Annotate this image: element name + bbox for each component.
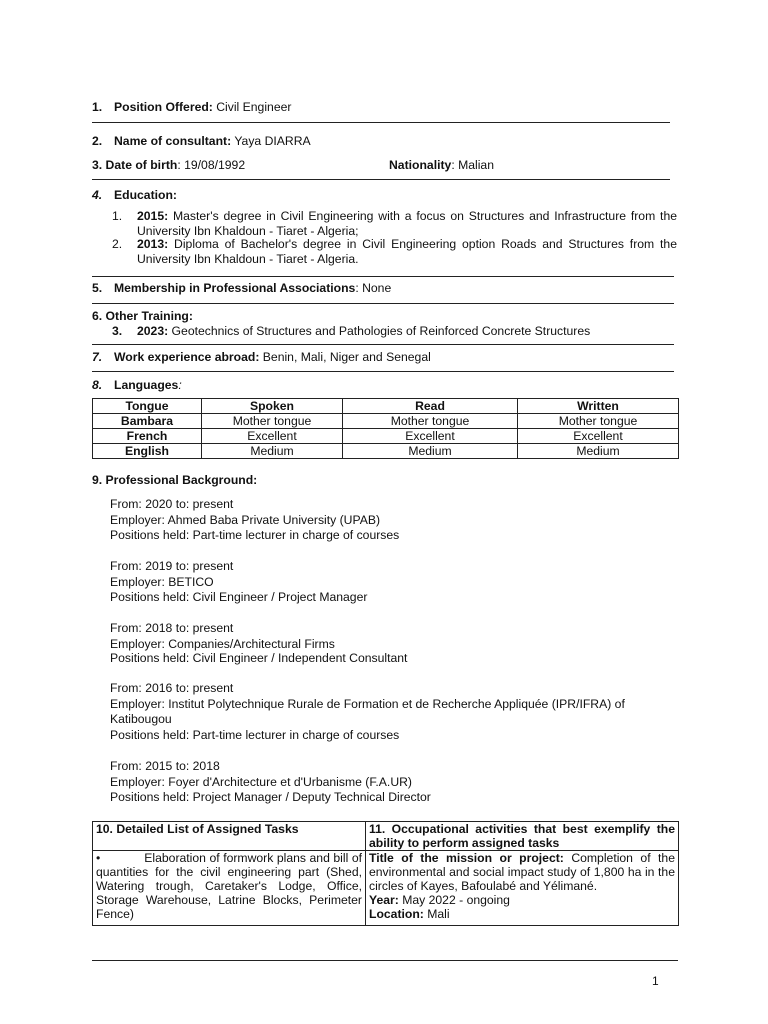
task-text: Elaboration of formwork plans and bill of quantities for the civil engineering part (Shed, Watering trough, Caretaker's Lodge, Office, Storage Warehouse, Latrine Blocks, Perimeter Fence) <box>96 851 362 921</box>
page-number: 1 <box>652 974 659 988</box>
column-header: Written <box>518 399 679 414</box>
list-number: 2. <box>112 237 123 251</box>
background-entry <box>110 759 690 806</box>
languages-table <box>92 398 679 459</box>
entry-employer-cont: Katibougou <box>110 712 172 727</box>
activity-cell <box>366 851 679 926</box>
entry-employer: Employer: BETICO <box>110 574 214 589</box>
section-number: 2. <box>92 134 103 148</box>
nationality-value: : Malian <box>451 158 494 172</box>
entry-employer: Employer: Ahmed Baba Private University (UPAB) <box>110 512 381 527</box>
education-year: 2013: <box>137 237 169 251</box>
location-value: Mali <box>423 907 450 921</box>
table-cell: French <box>93 429 202 444</box>
nationality-label: Nationality <box>389 158 452 172</box>
table-row <box>93 414 679 429</box>
column-header: Tongue <box>93 399 202 414</box>
divider <box>92 371 674 372</box>
table-cell: English <box>93 444 202 459</box>
consultant-row <box>92 134 676 149</box>
entry-from: From: 2018 to: present <box>110 621 234 635</box>
entry-position: Positions held: Part-time lecturer in charge of courses <box>110 528 400 543</box>
footer-divider <box>92 960 678 961</box>
abroad-value: Benin, Mali, Niger and Senegal <box>259 350 431 364</box>
entry-from: From: 2019 to: present <box>110 559 234 573</box>
background-heading <box>92 473 676 488</box>
dob-label: 3. Date of birth <box>92 158 178 172</box>
section-number: 4. <box>92 188 103 202</box>
list-number: 3. <box>112 324 123 338</box>
divider <box>92 344 674 345</box>
section-number: 8. <box>92 378 103 392</box>
entry-position: Positions held: Project Manager / Deputy Technical Director <box>110 790 431 805</box>
column-header: Read <box>343 399 518 414</box>
membership-value: : None <box>355 281 392 295</box>
table-row <box>93 444 679 459</box>
table-header-row <box>93 399 679 414</box>
table-header-row <box>93 822 679 851</box>
languages-label: Languages <box>114 378 179 392</box>
entry-from: From: 2016 to: present <box>110 681 234 695</box>
section-number: 5. <box>92 281 103 295</box>
list-number: 1. <box>112 209 123 223</box>
entry-position: Positions held: Part-time lecturer in charge of courses <box>110 727 400 742</box>
activities-header: 11. Occupational activities that best exemplify the ability to perform assigned tasks <box>366 822 679 851</box>
abroad-label: Work experience abroad: <box>114 350 260 364</box>
task-cell <box>93 851 366 926</box>
entry-position: Positions held: Civil Engineer / Project Manager <box>110 590 368 605</box>
membership-row <box>92 281 676 296</box>
divider <box>92 179 670 180</box>
languages-colon: : <box>178 378 182 392</box>
entry-employer: Employer: Foyer d'Architecture et d'Urbanisme (F.A.UR) <box>110 774 412 789</box>
membership-label: Membership in Professional Associations <box>114 281 356 295</box>
mission-label: Title of the mission or project: <box>369 851 564 865</box>
languages-heading <box>92 378 676 393</box>
year-value: May 2022 - ongoing <box>398 893 510 907</box>
nationality-row <box>389 158 676 173</box>
column-header: Spoken <box>202 399 343 414</box>
table-row <box>93 429 679 444</box>
table-cell: Excellent <box>202 429 343 444</box>
position-value: Civil Engineer <box>212 100 292 114</box>
education-item <box>112 209 677 239</box>
dob-value: : 19/08/1992 <box>177 158 246 172</box>
divider <box>92 303 674 304</box>
education-item <box>112 237 677 267</box>
divider <box>92 122 670 123</box>
section-number: 1. <box>92 100 103 114</box>
table-cell: Medium <box>343 444 518 459</box>
entry-position: Positions held: Civil Engineer / Independent Consultant <box>110 650 408 665</box>
mission-text: Completion of the environmental and social impact study of 1,800 ha in the circles of Kayes, Bafoulabé and Yélimané. <box>369 851 675 893</box>
tasks-header: 10. Detailed List of Assigned Tasks <box>93 822 366 851</box>
position-offered-row <box>92 100 676 115</box>
abroad-row <box>92 350 676 365</box>
consultant-label: Name of consultant: <box>114 134 232 148</box>
entry-employer: Employer: Institut Polytechnique Rurale de Formation et de Recherche Appliquée (IPR/IFRA) of <box>110 696 625 711</box>
table-cell: Bambara <box>93 414 202 429</box>
education-text: Master's degree in Civil Engineering with a focus on Structures and Infrastructure from the University Ibn Khaldoun - Tiaret - Algeria; <box>137 209 677 238</box>
training-label: 6. Other Training: <box>92 309 193 323</box>
location-label: Location: <box>369 907 424 921</box>
education-heading <box>92 188 676 203</box>
training-heading <box>92 309 676 324</box>
background-label: 9. Professional Background: <box>92 473 258 487</box>
background-entry <box>110 559 690 606</box>
training-item <box>112 324 676 339</box>
background-entry <box>110 621 690 666</box>
tasks-table <box>92 821 679 926</box>
education-label: Education: <box>114 188 177 202</box>
table-cell: Medium <box>202 444 343 459</box>
table-cell: Mother tongue <box>518 414 679 429</box>
table-cell: Mother tongue <box>343 414 518 429</box>
training-text: Geotechnics of Structures and Pathologies of Reinforced Concrete Structures <box>168 324 591 338</box>
table-cell: Excellent <box>518 429 679 444</box>
background-entry <box>110 681 690 743</box>
table-row <box>93 851 679 926</box>
bullet-icon: • <box>96 851 101 865</box>
training-year: 2023: <box>137 324 169 338</box>
consultant-value: Yaya DIARRA <box>231 134 311 148</box>
position-label: Position Offered: <box>114 100 213 114</box>
section-number: 7. <box>92 350 103 364</box>
entry-employer: Employer: Companies/Architectural Firms <box>110 636 335 651</box>
table-cell: Medium <box>518 444 679 459</box>
education-text: Diploma of Bachelor's degree in Civil Engineering option Roads and Structures from the University Ibn Khaldoun - Tiaret - Algeria. <box>137 237 677 266</box>
entry-from: From: 2015 to: 2018 <box>110 759 220 773</box>
education-year: 2015: <box>137 209 169 223</box>
divider <box>92 276 674 277</box>
table-cell: Excellent <box>343 429 518 444</box>
entry-from: From: 2020 to: present <box>110 497 234 511</box>
background-entry <box>110 497 690 544</box>
table-cell: Mother tongue <box>202 414 343 429</box>
year-label: Year: <box>369 893 399 907</box>
